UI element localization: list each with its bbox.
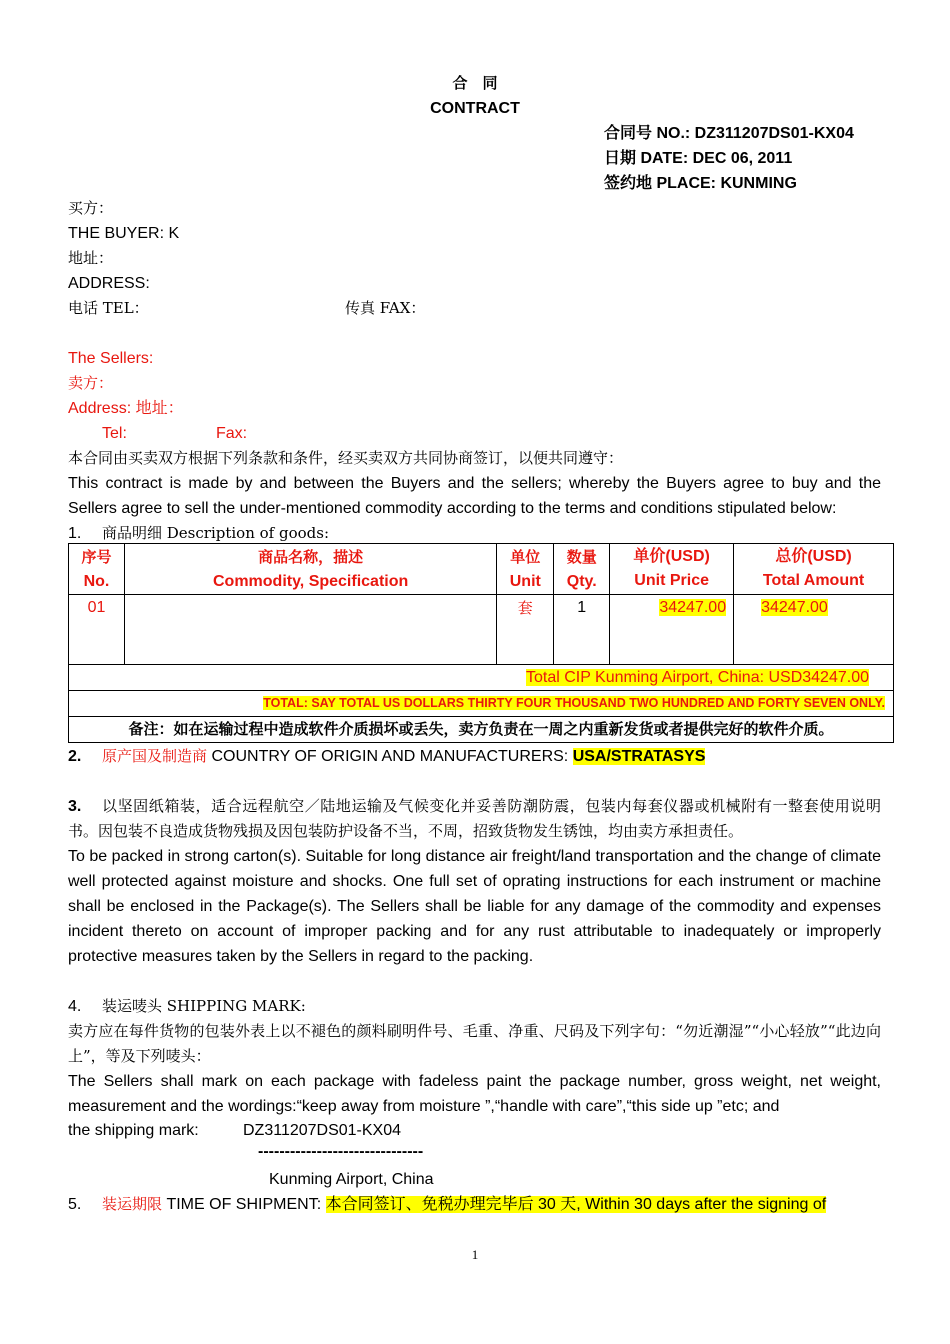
total-say-row xyxy=(69,691,894,717)
row-no: 01 xyxy=(69,595,125,665)
header-total-amount: 总价(USD) Total Amount xyxy=(734,544,894,595)
row-unit: 套 xyxy=(497,595,554,665)
row-qty: 1 xyxy=(554,595,610,665)
page-number: 1 xyxy=(471,1247,479,1262)
shipping-mark-value: DZ311207DS01-KX04 xyxy=(243,1122,402,1139)
buyer-tel: 电话 TEL： xyxy=(68,299,149,317)
title-cn: 合 同 xyxy=(452,74,498,92)
total-say: TOTAL: SAY TOTAL US DOLLARS THIRTY FOUR THOUSAND TWO HUNDRED AND FORTY SEVEN ONLY. xyxy=(263,696,885,710)
buyer-label-en: THE BUYER: K xyxy=(68,225,180,242)
goods-table-header xyxy=(69,544,894,595)
seller-tel: Tel: xyxy=(102,425,127,442)
header-no: 序号 No. xyxy=(69,544,125,595)
buyer-address-en: ADDRESS: xyxy=(68,275,150,292)
header-commodity: 商品名称，描述 Commodity, Specification xyxy=(124,544,496,595)
section-2-text: 原产国及制造商 COUNTRY OF ORIGIN AND MANUFACTURERS: USA/STRATASYS xyxy=(102,747,706,765)
total-cip-row xyxy=(69,665,894,691)
table-row xyxy=(69,595,894,665)
title-en: CONTRACT xyxy=(430,100,520,117)
seller-address: Address: 地址： xyxy=(68,400,184,417)
buyer-address-cn: 地址： xyxy=(68,249,114,267)
contract-place: 签约地 PLACE: KUNMING xyxy=(604,175,797,192)
contract-number: 合同号 NO.: DZ311207DS01-KX04 xyxy=(604,125,854,142)
header-qty: 数量 Qty. xyxy=(554,544,610,595)
intro-en: This contract is made by and between the Buyers and the sellers; whereby the Buyers agree to buy and the Sellers agree to sell the under-mentioned commodity according to the terms and conditions stipulated below: xyxy=(68,475,881,517)
section-4-text-en: The Sellers shall mark on each package with fadeless paint the package number, gross weight, net weight, measurement and the wordings:“keep away from moisture ”,“handle with care”,“this side up ”etc; and xyxy=(68,1073,881,1115)
remark: 备注：如在运输过程中造成软件介质损坏或丢失，卖方负责在一周之内重新发货或者提供完好的软件介质。 xyxy=(69,717,894,743)
section-2-number: 2. xyxy=(68,748,82,765)
shipping-mark-rule: ------------------------------- xyxy=(258,1143,424,1160)
section-3-text-en: To be packed in strong carton(s). Suitable for long distance air freight/land transportation and the change of climate well protected against moisture and shocks. One full set of oprating instructions for each instrument or machine shall be enclosed in the Package(s). The Sellers shall be liable for any damage of the commodity and expenses incident thereto on account of improper packing and for any rust attributable to inadequately or improperly protective measures taken by the Sellers in regard to the packing. xyxy=(68,848,881,965)
section-3-number: 3. xyxy=(68,798,82,815)
shipping-mark-label: the shipping mark: xyxy=(68,1122,199,1139)
buyer-fax: 传真 FAX： xyxy=(345,299,426,317)
remark-row xyxy=(69,717,894,743)
intro-cn: 本合同由买卖双方根据下列条款和条件，经买卖双方共同协商签订，以便共同遵守： xyxy=(68,449,624,467)
section-5-number: 5. xyxy=(68,1196,82,1213)
section-1-title: 商品明细 Description of goods: xyxy=(102,524,329,542)
header-unit: 单位 Unit xyxy=(497,544,554,595)
shipping-mark-destination: Kunming Airport, China xyxy=(269,1171,434,1188)
header-unit-price: 单价(USD) Unit Price xyxy=(610,544,734,595)
shipment-time-value: 本合同签订、免税办理完毕后 30 天, Within 30 days after the signing of xyxy=(325,1196,827,1213)
contract-date: 日期 DATE: DEC 06, 2011 xyxy=(604,150,793,167)
section-4-title: 装运唛头 SHIPPING MARK: xyxy=(102,997,306,1015)
country-origin-value: USA/STRATASYS xyxy=(572,748,706,765)
section-5-text: 装运期限 TIME OF SHIPMENT: 本合同签订、免税办理完毕后 30 天, Within 30 days after the signing of xyxy=(102,1195,827,1213)
row-unit-price: 34247.00 xyxy=(610,595,734,665)
goods-table xyxy=(68,543,894,743)
row-total: 34247.00 xyxy=(734,595,894,665)
buyer-label-cn: 买方： xyxy=(68,199,114,217)
section-4-text-cn: 卖方应在每件货物的包装外表上以不褪色的颜料刷明件号、毛重、净重、尺码及下列字句：“勿近潮湿”“小心轻放”“此边向上”，等及下列唛头： xyxy=(68,1022,881,1065)
section-4-number: 4. xyxy=(68,998,82,1015)
row-commodity xyxy=(124,595,496,665)
seller-label-cn: 卖方： xyxy=(68,374,114,392)
seller-label-en: The Sellers: xyxy=(68,350,154,367)
seller-fax: Fax: xyxy=(216,425,248,442)
section-1-number: 1. xyxy=(68,525,82,542)
section-3-text-cn: 以坚固纸箱装，适合远程航空／陆地运输及气候变化并妥善防潮防震，包装内每套仪器或机械附有一整套使用说明书。因包装不良造成货物残损及因包装防护设备不当，不周，招致货物发生锈蚀，均由卖方承担责任。 xyxy=(68,797,881,840)
total-cip: Total CIP Kunming Airport, China: USD34247.00 xyxy=(525,669,869,686)
